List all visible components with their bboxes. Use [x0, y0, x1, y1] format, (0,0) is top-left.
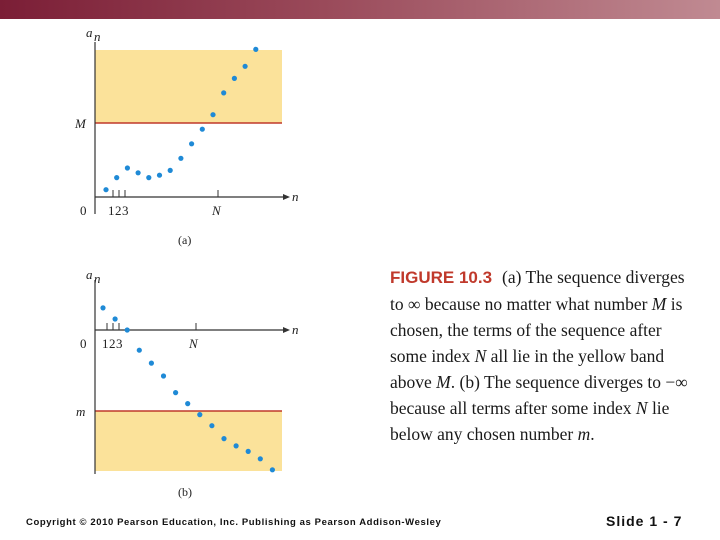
threshold-label-a: M: [75, 116, 86, 131]
y-axis-label-b: a: [86, 267, 93, 282]
tick-label-1-b: 1: [102, 336, 109, 351]
caption-part-0: (a) The sequence diverges to: [390, 267, 685, 314]
panel-label-a: (a): [178, 233, 192, 247]
sequence-point-b-5: [149, 361, 154, 366]
copyright-text: Copyright © 2010 Pearson Education, Inc. Publishing as Pearson Addison-Wesley: [26, 517, 442, 528]
sequence-point-a-11: [210, 112, 215, 117]
sequence-point-b-15: [270, 467, 275, 472]
caption-neg-infinity: −∞: [665, 372, 688, 392]
panel-a: [74, 25, 299, 247]
caption-part-14: .: [590, 424, 595, 444]
tick-label-N-b: N: [189, 336, 198, 351]
x-axis-label-b: n: [292, 322, 299, 337]
caption-part-2: because no matter what number: [420, 294, 652, 314]
band-b: [95, 411, 282, 471]
sequence-point-b-7: [173, 390, 178, 395]
sequence-point-a-7: [168, 168, 173, 173]
sequence-point-b-10: [209, 423, 214, 428]
caption-infinity: ∞: [408, 294, 421, 314]
figure-caption: [390, 264, 690, 447]
sequence-point-b-14: [258, 456, 263, 461]
sequence-point-b-1: [100, 305, 105, 310]
panel-b: [76, 267, 299, 499]
caption-var-M-2: M: [436, 372, 451, 392]
tick-label-N-a: N: [212, 203, 221, 218]
sequence-point-a-5: [146, 175, 151, 180]
sequence-point-b-12: [234, 443, 239, 448]
figure-label: FIGURE 10.3: [390, 268, 493, 287]
sequence-point-a-10: [200, 127, 205, 132]
sequence-point-a-1: [103, 187, 108, 192]
sequence-point-a-3: [125, 165, 130, 170]
caption-var-N-2: N: [635, 398, 648, 418]
sequence-point-a-6: [157, 173, 162, 178]
sequence-point-a-13: [232, 76, 237, 81]
sequence-point-a-2: [114, 175, 119, 180]
caption-part-10: because all terms after some index: [390, 398, 636, 418]
sequence-point-a-8: [178, 156, 183, 161]
caption-var-M: M: [651, 294, 667, 314]
tick-label-0-a: 0: [80, 203, 87, 218]
caption-part-4: is chosen, the terms of the sequence after some index: [390, 294, 683, 366]
tick-label-2-b: 2: [109, 336, 116, 351]
threshold-label-b: m: [76, 404, 86, 419]
panel-label-b: (b): [178, 485, 192, 499]
tick-label-3-b: 3: [116, 336, 123, 351]
slide-number: Slide 1 - 7: [606, 513, 683, 529]
caption-part-8: . (b) The sequence diverges to: [450, 372, 666, 392]
tick-label-1-a: 1: [108, 203, 115, 218]
sequence-point-b-4: [137, 348, 142, 353]
caption-part-6: all lie in the yellow band above: [390, 346, 665, 392]
caption-var-m: m: [577, 424, 591, 444]
y-axis-sublabel-a: n: [94, 29, 101, 44]
sequence-point-b-9: [197, 412, 202, 417]
sequence-point-a-14: [243, 64, 248, 69]
sequence-point-a-12: [221, 90, 226, 95]
tick-label-3-a: 3: [122, 203, 129, 218]
sequence-point-b-11: [221, 436, 226, 441]
caption-var-N: N: [474, 346, 487, 366]
sequence-point-b-8: [185, 401, 190, 406]
tick-label-0-b: 0: [80, 336, 87, 351]
caption-part-12: lie below any chosen number: [390, 398, 670, 444]
sequence-point-a-9: [189, 141, 194, 146]
y-axis-sublabel-b: n: [94, 271, 101, 286]
sequence-point-b-13: [246, 449, 251, 454]
x-axis-arrow-a: [283, 194, 290, 200]
x-axis-label-a: n: [292, 189, 299, 204]
y-axis-label-a: a: [86, 25, 93, 40]
sequence-point-b-6: [161, 373, 166, 378]
sequence-point-a-15: [253, 47, 258, 52]
sequence-point-b-2: [113, 316, 118, 321]
x-axis-arrow-b: [283, 327, 290, 333]
sequence-point-b-3: [125, 327, 130, 332]
sequence-point-a-4: [136, 170, 141, 175]
tick-label-2-a: 2: [115, 203, 122, 218]
band-a: [95, 50, 282, 123]
